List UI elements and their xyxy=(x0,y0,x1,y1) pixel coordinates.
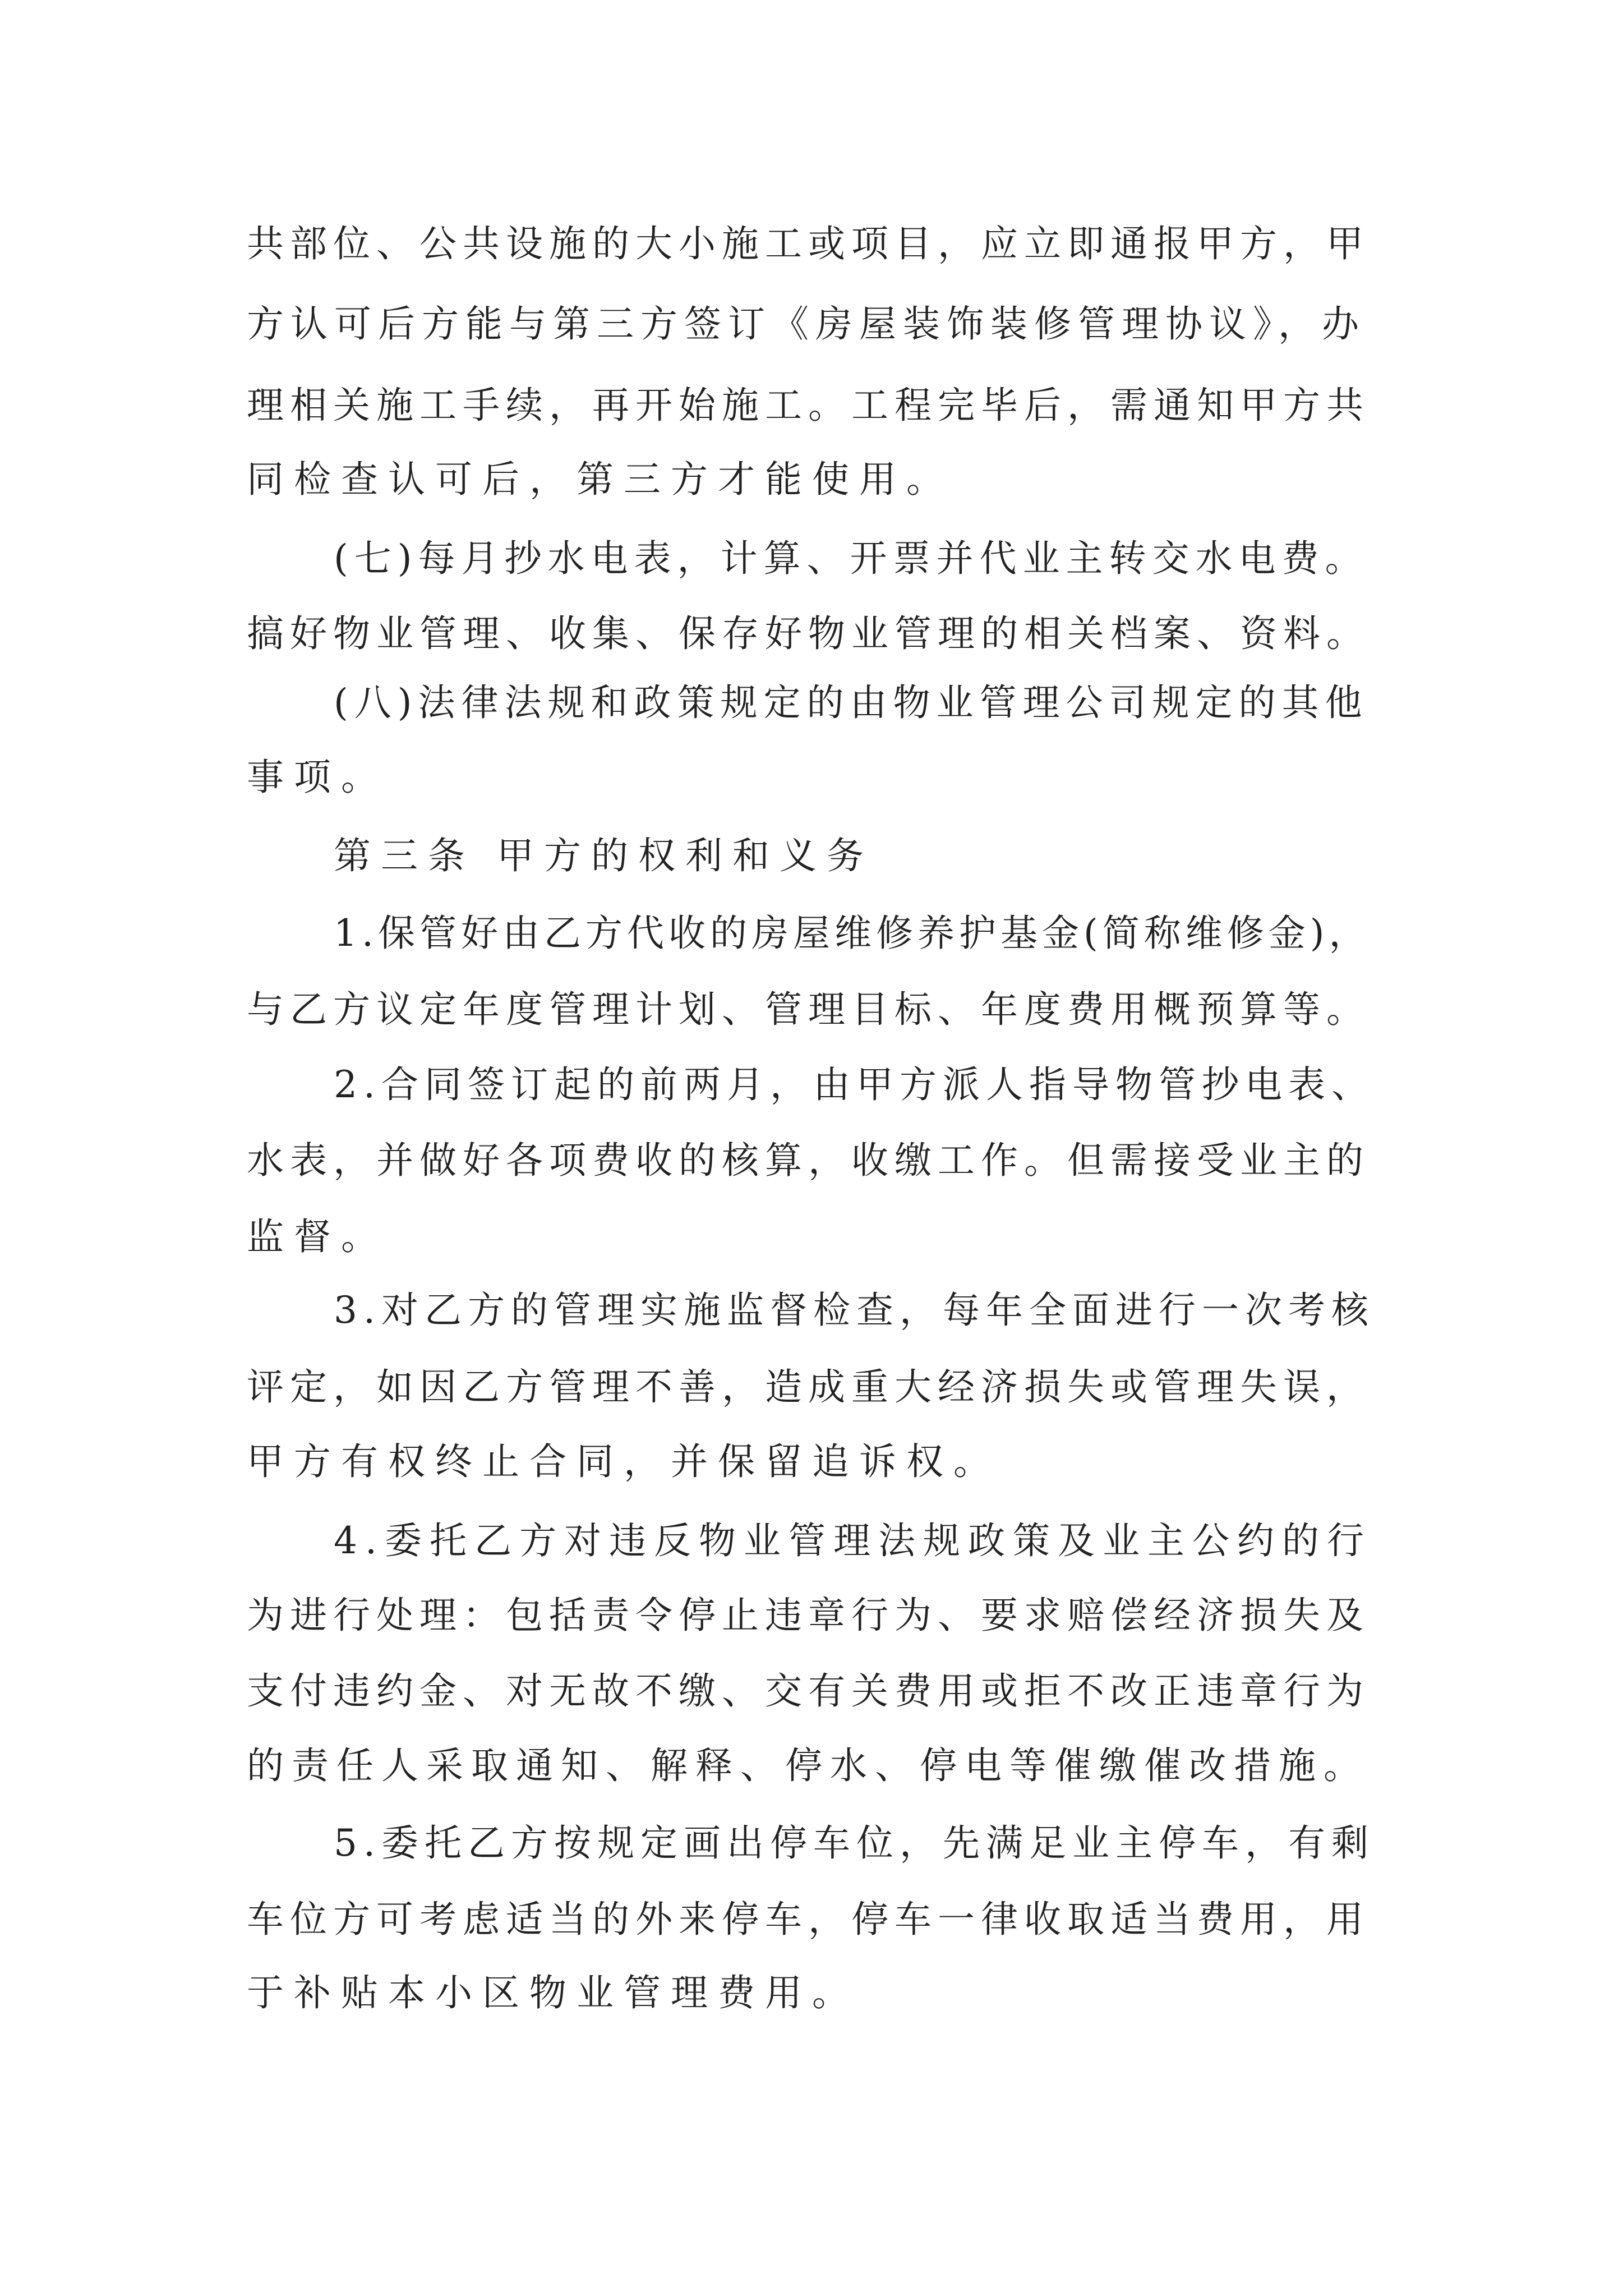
text-line: 3.对乙方的管理实施监督检查，每年全面进行一次考核 xyxy=(334,1289,1375,1332)
text-line: 1.保管好由乙方代收的房屋维修养护基金(简称维修金)， xyxy=(334,912,1371,955)
text-line: 的责任人采取通知、解释、停水、停电等催缴催改措施。 xyxy=(247,1744,1368,1787)
text-line: 支付违约金、对无故不缴、交有关费用或拒不改正违章行为 xyxy=(247,1669,1370,1713)
text-line: 与乙方议定年度管理计划、管理目标、年度费用概预算等。 xyxy=(247,988,1370,1031)
text-line: 甲方有权终止合同，并保留追诉权。 xyxy=(247,1440,1000,1483)
text-line: 4.委托乙方对违反物业管理法规政策及业主公约的行 xyxy=(334,1519,1372,1562)
text-line: 车位方可考虑适当的外来停车，停车一律收取适当费用，用 xyxy=(247,1898,1370,1941)
text-line: (八)法律法规和政策规定的由物业管理公司规定的其他 xyxy=(334,681,1368,724)
text-line: 水表，并做好各项费收的核算，收缴工作。但需接受业主的 xyxy=(247,1139,1370,1182)
text-line: 同检查认可后，第三方才能使用。 xyxy=(247,458,953,501)
section-heading: 第三条 甲方的权利和义务 xyxy=(334,834,874,877)
text-line: (七)每月抄水电表，计算、开票并代业主转交水电费。 xyxy=(334,537,1368,580)
text-line: 监督。 xyxy=(247,1215,388,1258)
text-line: 于补贴本小区物业管理费用。 xyxy=(247,1971,859,2014)
text-line: 方认可后方能与第三方签订《房屋装饰装修管理协议》，办 xyxy=(247,302,1366,346)
text-line: 搞好物业管理、收集、保存好物业管理的相关档案、资料。 xyxy=(247,612,1370,655)
text-line: 为进行处理：包括责令停止违章行为、要求赔偿经济损失及 xyxy=(247,1594,1370,1637)
text-line: 评定，如因乙方管理不善，造成重大经济损失或管理失误， xyxy=(247,1365,1370,1409)
text-line: 2.合同签订起的前两月，由甲方派人指导物管抄电表、 xyxy=(334,1063,1375,1106)
text-line: 5.委托乙方按规定画出停车位，先满足业主停车，有剩 xyxy=(334,1821,1375,1865)
text-line: 共部位、公共设施的大小施工或项目，应立即通报甲方，甲 xyxy=(247,222,1370,265)
text-line: 理相关施工手续，再开始施工。工程完毕后，需通知甲方共 xyxy=(247,384,1370,427)
text-line: 事项。 xyxy=(247,756,388,799)
